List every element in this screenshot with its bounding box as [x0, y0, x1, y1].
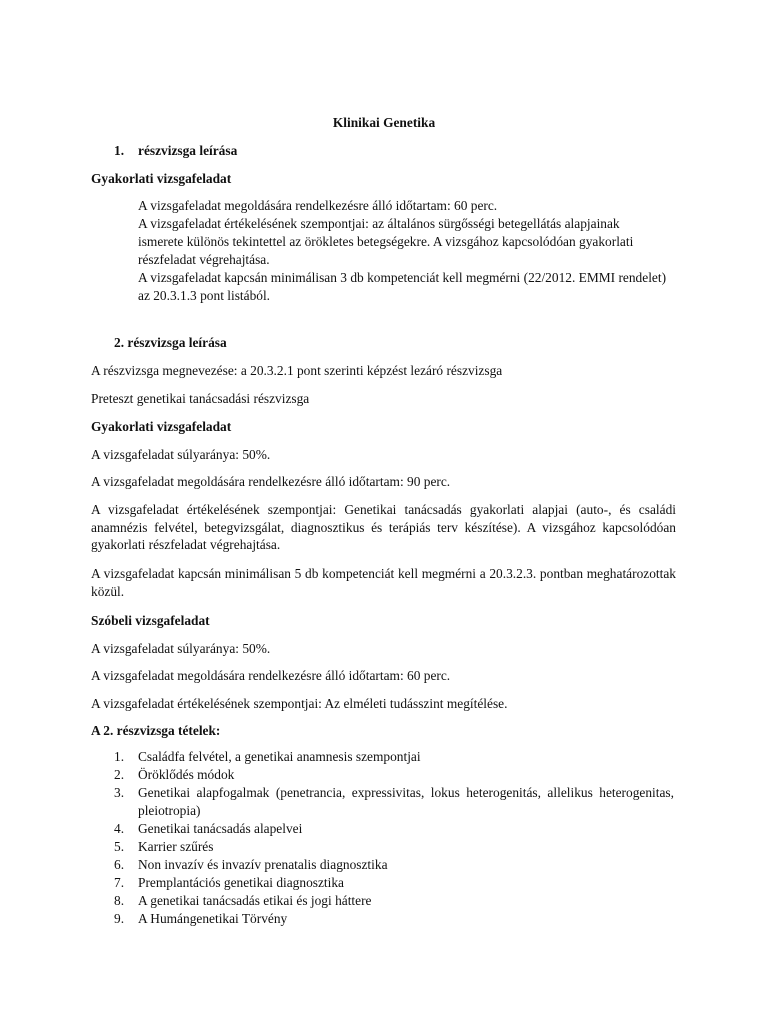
part1-line-criteria: A vizsgafeladat értékelésének szempontjai: az általános sürgősségi betegellátás alapjainak ismerete különös tekintettel az örökletes betegségekre. A vizsgához kapcsolódóan gyakorlati részfeladat végrehajtása. [138, 216, 634, 267]
part2-heading: 2. részvizsga leírása [114, 335, 227, 350]
list-item [114, 820, 674, 838]
practical-heading: Gyakorlati vizsgafeladat [91, 419, 232, 434]
list-item [114, 892, 674, 910]
part1-body [138, 197, 668, 305]
list-item [114, 856, 674, 874]
oral-weight: A vizsgafeladat súlyaránya: 50%. [91, 641, 271, 656]
oral-time: A vizsgafeladat megoldására rendelkezésre álló időtartam: 60 perc. [91, 668, 451, 683]
list-item-text: Öröklődés módok [138, 767, 235, 782]
list-item-number: 1. [114, 749, 125, 764]
list-item-text: Családfa felvétel, a genetikai anamnesis szempontjai [138, 749, 421, 764]
list-item-text: A Humángenetikai Törvény [138, 911, 288, 926]
list-item-number: 2. [114, 767, 125, 782]
list-item-number: 7. [114, 875, 125, 890]
list-item [114, 838, 674, 856]
practical-weight: A vizsgafeladat súlyaránya: 50%. [91, 447, 271, 462]
practical-time: A vizsgafeladat megoldására rendelkezésre álló időtartam: 90 perc. [91, 474, 451, 489]
list-item-number: 3. [114, 785, 125, 800]
list-item [114, 910, 674, 928]
oral-criteria: A vizsgafeladat értékelésének szempontjai: Az elméleti tudásszint megítélése. [91, 696, 508, 711]
topics-list [114, 748, 674, 928]
list-item-number: 5. [114, 839, 125, 854]
part1-subheading: Gyakorlati vizsgafeladat [91, 171, 232, 186]
part2-name-line: A részvizsga megnevezése: a 20.3.2.1 pont szerinti képzést lezáró részvizsga [91, 363, 503, 378]
list-item-text: A genetikai tanácsadás etikai és jogi háttere [138, 893, 372, 908]
topics-heading: A 2. részvizsga tételek: [91, 723, 221, 738]
list-item [114, 766, 674, 784]
part1-line-competence: A vizsgafeladat kapcsán minimálisan 3 db kompetenciát kell megmérni (22/2012. EMMI rendelet) az 20.3.1.3 pont listából. [138, 270, 667, 303]
list-item-text: Genetikai tanácsadás alapelvei [138, 821, 303, 836]
list-item-text: Non invazív és invazív prenatalis diagnosztika [138, 857, 388, 872]
practical-competence: A vizsgafeladat kapcsán minimálisan 5 db kompetenciát kell megmérni a 20.3.2.3. pontban meghatározottak közül. [91, 566, 676, 599]
list-item-text: Karrier szűrés [138, 839, 214, 854]
list-item-text: Genetikai alapfogalmak (penetrancia, expressivitas, lokus heterogenitás, allelikus heterogenitas, pleiotropia) [138, 785, 674, 818]
document-title: Klinikai Genetika [332, 115, 436, 130]
list-item-number: 4. [114, 821, 125, 836]
oral-heading: Szóbeli vizsgafeladat [91, 613, 210, 628]
part1-number: 1. [114, 143, 125, 158]
part1-heading: részvizsga leírása [138, 143, 238, 158]
part1-line-time: A vizsgafeladat megoldására rendelkezésre álló időtartam: 60 perc. [138, 198, 498, 213]
list-item [114, 748, 674, 766]
list-item-number: 6. [114, 857, 125, 872]
list-item [114, 874, 674, 892]
list-item-text: Premplantációs genetikai diagnosztika [138, 875, 345, 890]
list-item-number: 9. [114, 911, 125, 926]
part2-pretest: Preteszt genetikai tanácsadási részvizsga [91, 391, 310, 406]
practical-criteria: A vizsgafeladat értékelésének szempontjai: Genetikai tanácsadás gyakorlati alapjai (auto-, és családi anamnézis felvétel, betegvizsgálat, diagnosztikus és terápiás terv készítése). A vizsgához kapcsolódóan gyakorlati részfeladat végrehajtása. [91, 502, 676, 552]
list-item [114, 784, 674, 820]
list-item-number: 8. [114, 893, 125, 908]
